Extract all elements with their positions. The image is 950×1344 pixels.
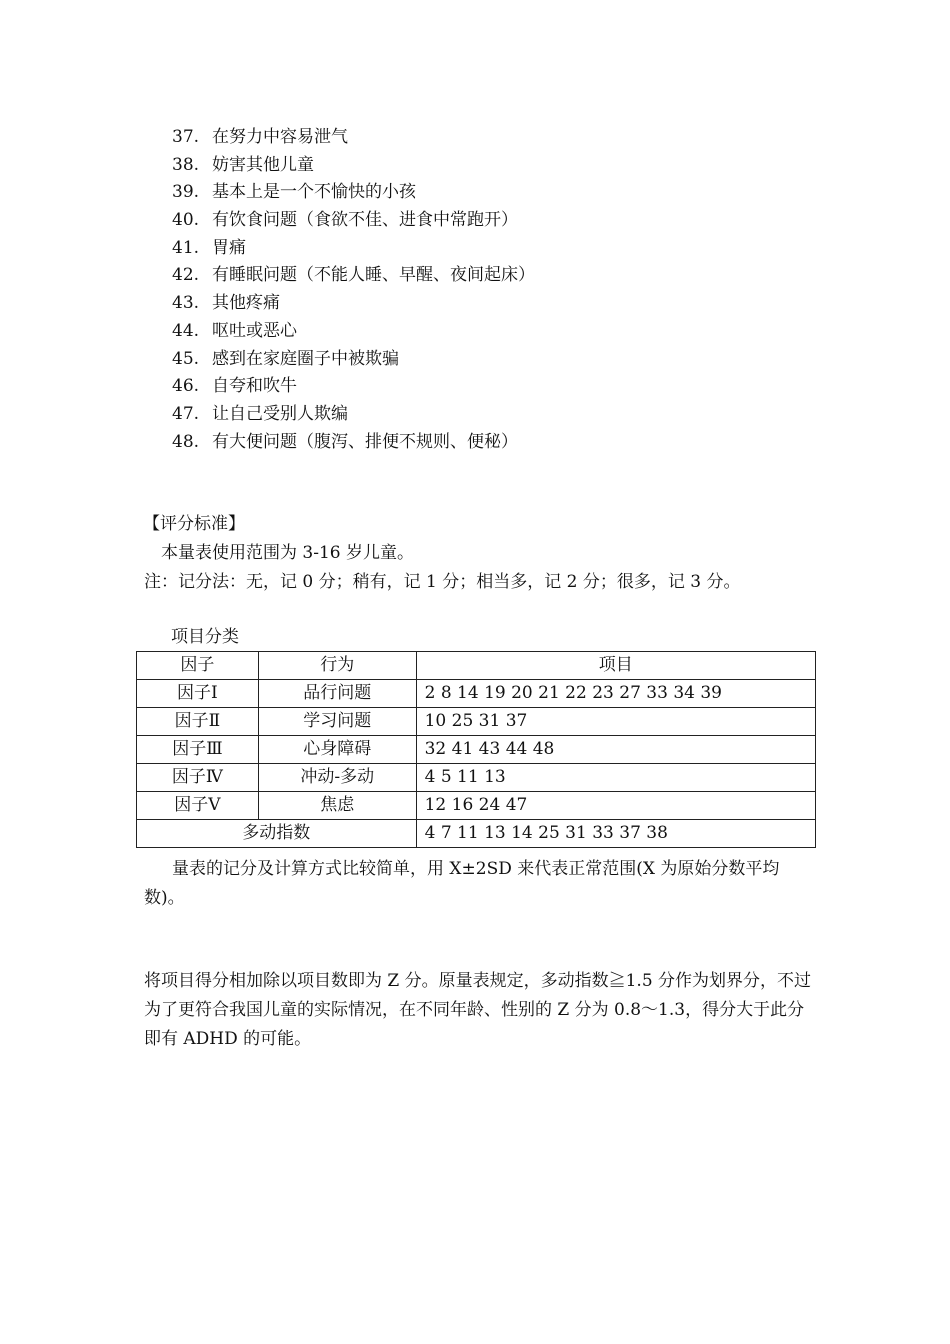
- item-number: 44.: [172, 320, 200, 341]
- item-text: 呕吐或恶心: [212, 320, 297, 341]
- method-paragraph: 量表的记分及计算方式比较简单，用 X±2SD 来代表正常范围(X 为原始分数平均数)。: [144, 859, 780, 908]
- factor-cell: 因子Ⅱ: [137, 708, 259, 736]
- item-text: 有大便问题（腹泻、排便不规则、便秘）: [212, 431, 518, 452]
- item-number: 42.: [172, 265, 200, 286]
- list-item: [172, 152, 535, 180]
- list-item: [172, 429, 535, 457]
- factor-cell: 因子Ⅰ: [137, 680, 259, 708]
- factor-cell: 因子Ⅲ: [137, 736, 259, 764]
- table-row: [137, 792, 816, 820]
- behavior-cell: 焦虑: [258, 792, 416, 820]
- symptom-list: [172, 124, 535, 456]
- item-number: 45.: [172, 348, 200, 369]
- zscore-paragraph: 将项目得分相加除以项目数即为 Z 分。原量表规定，多动指数≧1.5 分作为划界分，不过为了更符合我国儿童的实际情况，在不同年龄、性别的 Z 分为 0.8～1.3，得分大于此分即有 ADHD 的可能。: [144, 971, 812, 1049]
- item-text: 妨害其他儿童: [212, 154, 314, 175]
- item-text: 基本上是一个不愉快的小孩: [212, 182, 416, 203]
- table-caption: 项目分类: [171, 627, 239, 647]
- item-text: 自夸和吹牛: [212, 376, 297, 397]
- list-item: [172, 207, 535, 235]
- list-item: [172, 290, 535, 318]
- header-items: 项目: [416, 652, 815, 680]
- item-text: 其他疼痛: [212, 293, 280, 314]
- item-text: 有睡眠问题（不能人睡、早醒、夜间起床）: [212, 265, 535, 286]
- list-item: [172, 235, 535, 263]
- list-item: [172, 346, 535, 374]
- item-number: 48.: [172, 431, 200, 452]
- item-number: 47.: [172, 403, 200, 424]
- item-text: 有饮食问题（食欲不佳、进食中常跑开）: [212, 210, 518, 231]
- behavior-cell: 品行问题: [258, 680, 416, 708]
- items-cell: 12 16 24 47: [416, 792, 815, 820]
- behavior-cell: 心身障碍: [258, 736, 416, 764]
- item-text: 胃痛: [212, 237, 246, 258]
- item-text: 让自己受别人欺编: [212, 403, 348, 424]
- item-number: 39.: [172, 182, 200, 203]
- scoring-note: 注：记分法：无，记 0 分；稍有，记 1 分；相当多，记 2 分；很多，记 3 分。: [144, 572, 741, 592]
- header-factor: 因子: [137, 652, 259, 680]
- factor-cell: 因子Ⅴ: [137, 792, 259, 820]
- list-item: [172, 179, 535, 207]
- item-number: 43.: [172, 293, 200, 314]
- table-row: [137, 764, 816, 792]
- item-text: 感到在家庭圈子中被欺骗: [212, 348, 399, 369]
- list-item: [172, 262, 535, 290]
- item-number: 46.: [172, 376, 200, 397]
- header-behavior: 行为: [258, 652, 416, 680]
- table-row: [137, 708, 816, 736]
- items-cell: 2 8 14 19 20 21 22 23 27 33 34 39: [416, 680, 815, 708]
- factor-cell: 因子Ⅳ: [137, 764, 259, 792]
- behavior-cell: 冲动-多动: [258, 764, 416, 792]
- scoring-range: 本量表使用范围为 3-16 岁儿童。: [161, 543, 414, 563]
- item-number: 38.: [172, 154, 200, 175]
- list-item: [172, 124, 535, 152]
- index-items-cell: 4 7 11 13 14 25 31 33 37 38: [416, 820, 815, 848]
- item-text: 在努力中容易泄气: [212, 127, 348, 147]
- items-cell: 10 25 31 37: [416, 708, 815, 736]
- table-header-row: [137, 652, 816, 680]
- table-row-index: [137, 820, 816, 848]
- items-cell: 32 41 43 44 48: [416, 736, 815, 764]
- items-cell: 4 5 11 13: [416, 764, 815, 792]
- list-item: [172, 318, 535, 346]
- behavior-cell: 学习问题: [258, 708, 416, 736]
- table-row: [137, 736, 816, 764]
- item-number: 41.: [172, 237, 200, 258]
- index-label-cell: 多动指数: [137, 820, 417, 848]
- list-item: [172, 401, 535, 429]
- table-row: [137, 680, 816, 708]
- item-number: 37.: [172, 127, 200, 147]
- scoring-heading: 【评分标准】: [143, 514, 245, 534]
- list-item: [172, 373, 535, 401]
- item-number: 40.: [172, 210, 200, 231]
- classification-table: [136, 651, 816, 848]
